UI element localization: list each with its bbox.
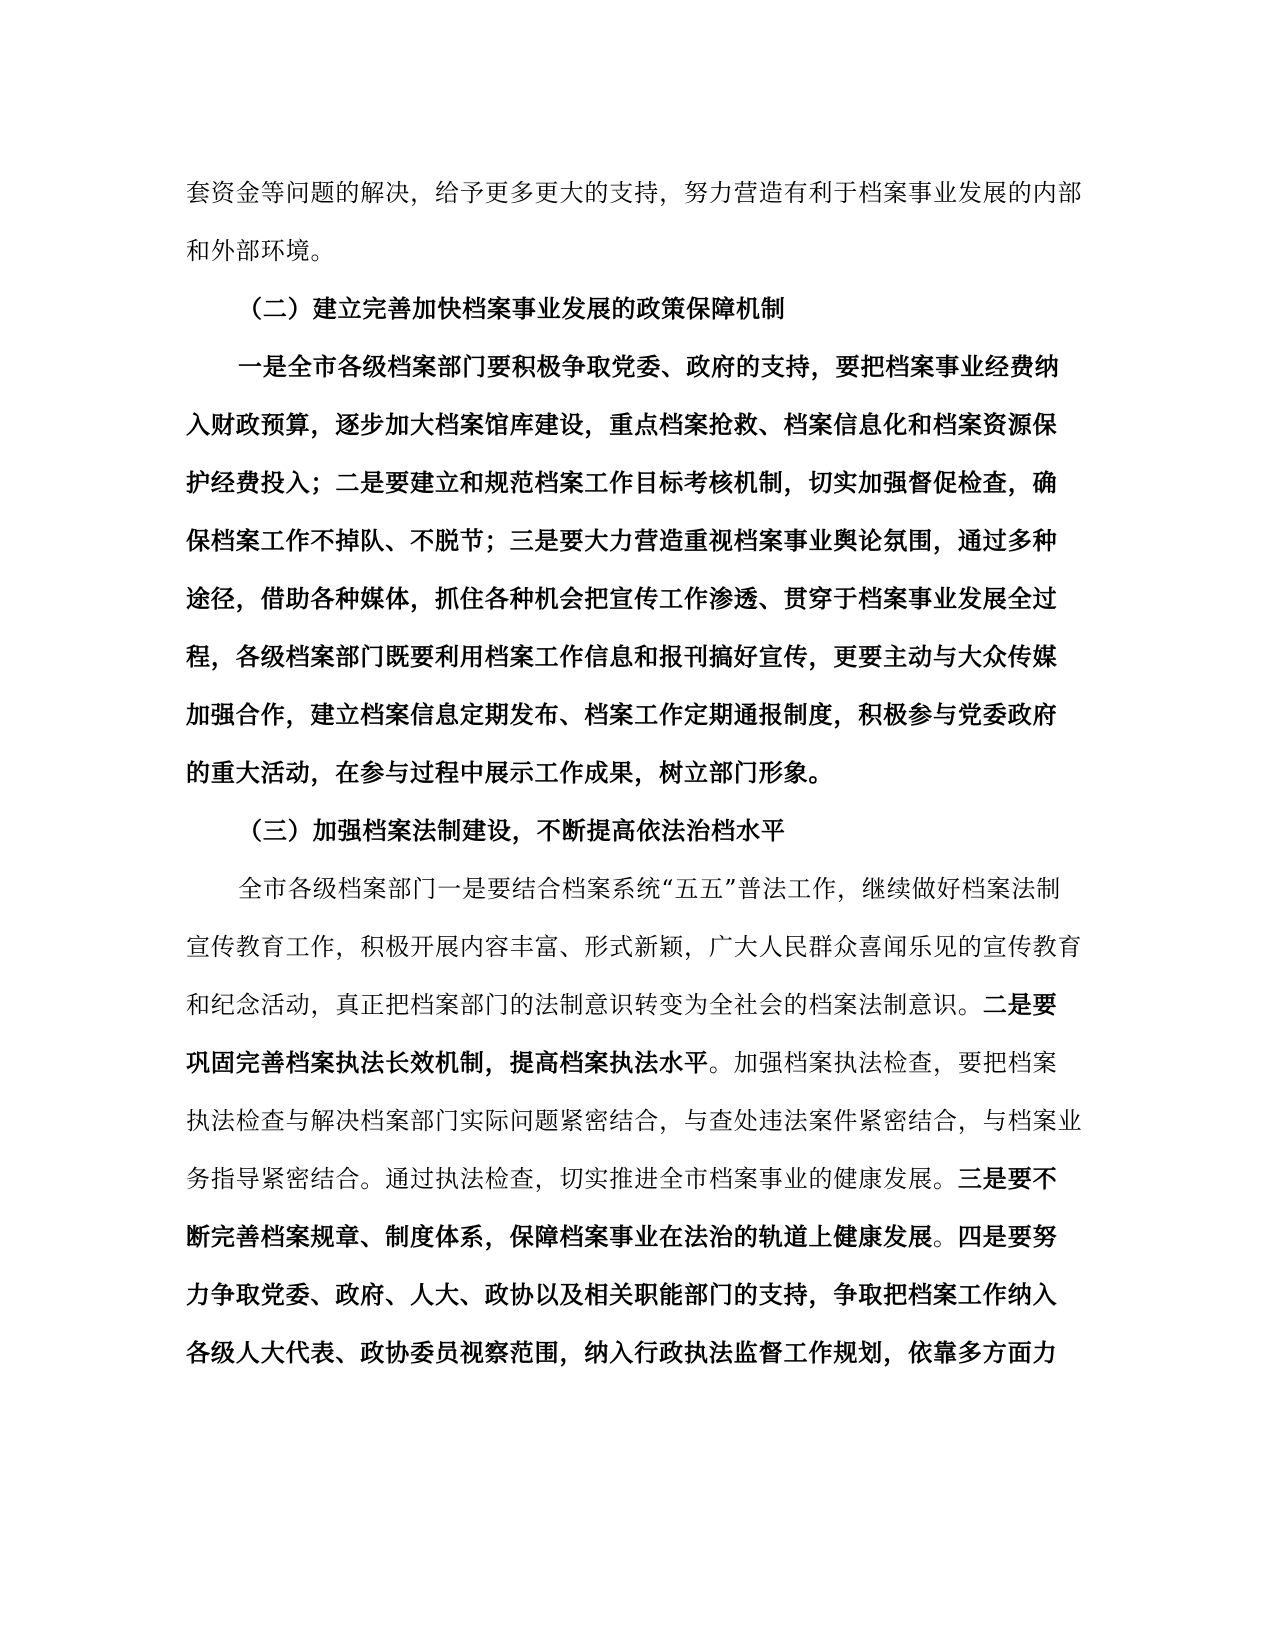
paragraph-3-line-6-text: 务指导紧密结合。通过执法检查，切实推进全市档案事业的健康发展。	[186, 1165, 958, 1193]
paragraph-3-line-4	[186, 1034, 1086, 1092]
paragraph-3-line-7-emphasis: 断完善档案规章、制度体系，保障档案事业在法治的轨道上健康发展	[186, 1223, 933, 1251]
section-heading-2: （二）建立完善加快档案事业发展的政策保障机制	[238, 295, 786, 323]
paragraph-3-line-8: 力争取党委、政府、人大、政协以及相关职能部门的支持，争取把档案工作纳入	[186, 1281, 1058, 1309]
paragraph-3-line-6	[186, 1150, 1086, 1208]
paragraph-3-line-3-emphasis: 二是要	[982, 991, 1058, 1019]
paragraph-2-line-6: 程，各级档案部门既要利用档案工作信息和报刊搞好宣传，更要主动与大众传媒	[186, 643, 1058, 671]
paragraph-2-line-5: 途径，借助各种媒体，抓住各种机会把宣传工作渗透、贯穿于档案事业发展全过	[186, 585, 1058, 613]
paragraph-2-line-8: 的重大活动，在参与过程中展示工作成果，树立部门形象。	[186, 759, 834, 787]
paragraph-3-line-5: 执法检查与解决档案部门实际问题紧密结合，与查处违法案件紧密结合，与档案业	[186, 1107, 1083, 1135]
paragraph-2	[186, 338, 1086, 802]
paragraph-3-line-6-emphasis: 三是要不	[957, 1165, 1058, 1193]
paragraph-1	[186, 164, 1086, 280]
paragraph-3-line-1: 全市各级档案部门一是要结合档案系统“五五”普法工作，继续做好档案法制	[238, 875, 1062, 903]
paragraph-3	[186, 860, 1086, 1382]
section-heading-3: （三）加强档案法制建设，不断提高依法治档水平	[238, 817, 786, 845]
paragraph-3-line-7-emphasis-2: 四是要努	[957, 1223, 1058, 1251]
paragraph-2-line-4: 保档案工作不掉队、不脱节；三是要大力营造重视档案事业舆论氛围，通过多种	[186, 527, 1058, 555]
paragraph-3-line-7-text: 。	[933, 1223, 958, 1251]
paragraph-3-line-3	[186, 976, 1086, 1034]
paragraph-2-line-2: 入财政预算，逐步加大档案馆库建设，重点档案抢救、档案信息化和档案资源保	[186, 411, 1058, 439]
paragraph-3-line-7	[186, 1208, 1086, 1266]
paragraph-2-line-1: 一是全市各级档案部门要积极争取党委、政府的支持，要把档案事业经费纳	[238, 353, 1060, 381]
paragraph-3-line-3-text: 和纪念活动，真正把档案部门的法制意识转变为全社会的档案法制意识。	[186, 991, 983, 1019]
paragraph-1-line-1: 套资金等问题的解决，给予更多更大的支持，努力营造有利于档案事业发展的内部	[186, 179, 1083, 207]
document-body	[186, 164, 1086, 1382]
paragraph-2-line-3: 护经费投入；二是要建立和规范档案工作目标考核机制，切实加强督促检查，确	[186, 469, 1058, 497]
paragraph-2-line-7: 加强合作，建立档案信息定期发布、档案工作定期通报制度，积极参与党委政府	[186, 701, 1058, 729]
paragraph-3-line-4-text: 。加强档案执法检查，要把档案	[708, 1049, 1058, 1077]
paragraph-3-line-9: 各级人大代表、政协委员视察范围，纳入行政执法监督工作规划，依靠多方面力	[186, 1339, 1058, 1367]
paragraph-3-line-4-emphasis: 巩固完善档案执法长效机制，提高档案执法水平	[186, 1049, 709, 1077]
paragraph-1-line-2: 和外部环境。	[186, 237, 336, 265]
paragraph-3-line-2: 宣传教育工作，积极开展内容丰富、形式新颖，广大人民群众喜闻乐见的宣传教育	[186, 933, 1083, 961]
